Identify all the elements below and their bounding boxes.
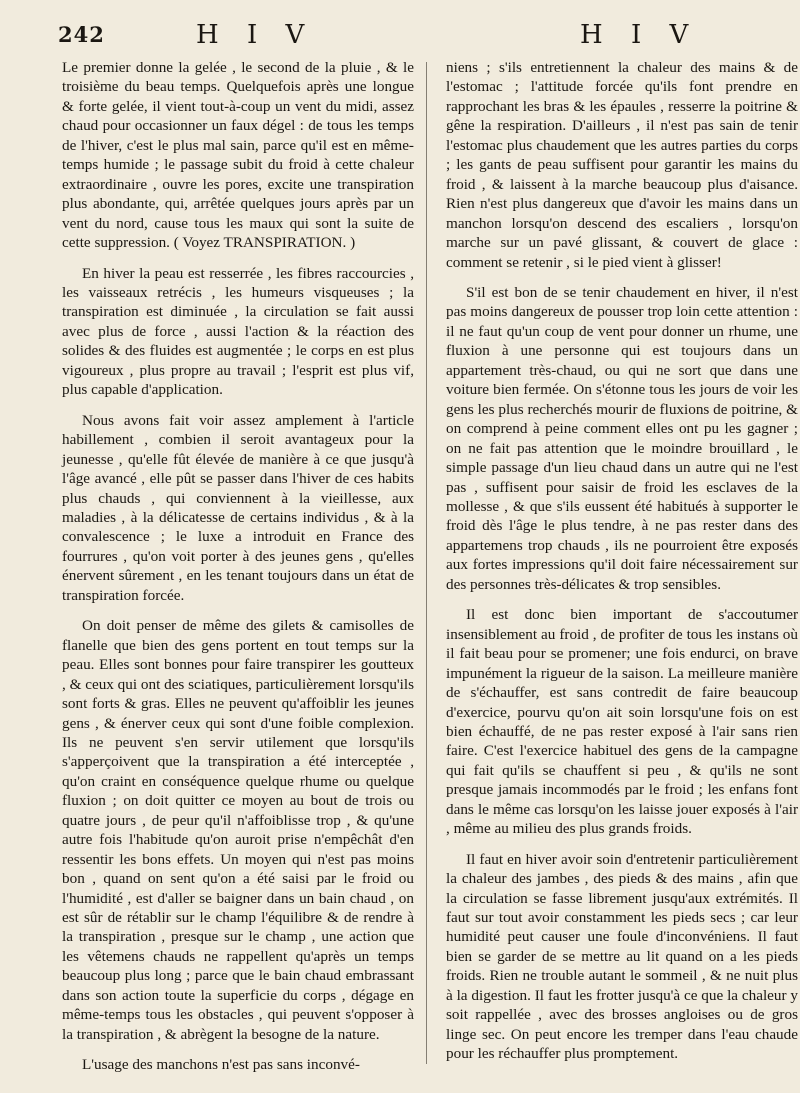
left-column xyxy=(62,58,414,1075)
running-head-right: H I V xyxy=(580,20,699,50)
column-divider xyxy=(426,62,427,1064)
running-head-left: H I V xyxy=(196,20,315,50)
paragraph: Il est donc bien important de s'accoutumer insensiblement au froid , de profiter de tous les instans où il fait beau pour se promener; une fois endurci, on brave impunément la rigueur de la saison. La meilleure manière de s'échauffer, est sans contredit de faire beaucoup d'exercice, pourvu qu'on ait soin lorsqu'une fois on est bien échauffé, de ne pas rester exposé à l'air sans rien faire. C'est l'exercice habituel des gens de la campagne qui fait qu'ils se chauffent si peu , & qu'ils ne sont presque jamais incommodés par le froid ; les enfans font dans le même cas lorsqu'on les laisse jouer exposés à l'air , même au milieu des plus grands froids. xyxy=(446,606,798,838)
paragraph: Il faut en hiver avoir soin d'entretenir particulièrement la chaleur des jambes , des pieds & des mains , afin que la circulation se fasse librement jusqu'aux extrémités. Il faut sur tout avoir constamment les pieds secs ; car leur humidité peut causer une foule d'inconvéniens. Il faut bien se garder de se mettre au lit quand on a les pieds froids. Rien ne trouble autant le sommeil , & ne nuit plus à la digestion. Il faut les frotter jusqu'à ce que la chaleur y soit rappellée , avec des brosses angloises ou de gros linge sec. On peut encore les tremper dans l'eau chaude pour les réchauffer plus promptement. xyxy=(446,850,798,1063)
page-header xyxy=(0,20,800,60)
paragraph: niens ; s'ils entretiennent la chaleur des mains & de l'estomac ; l'attitude forcée qu'ils font prendre en rapprochant les bras & les épaules , resserre la poitrine & gêne la respiration. D'ailleurs , il n'est pas sain de tenir l'estomac plus chaudement que les autres parties du corps ; les gants de peau suffisent pour garantir les mains du froid , & laissent à la marche beaucoup plus d'aisance. Rien n'est plus dangereux que d'avoir les mains dans un manchon lorsqu'on descend des escaliers , lorsqu'on marche sur un pavé glissant, & couvert de glace : comment se retenir , si le pied vient à glisser! xyxy=(446,59,798,271)
paragraph: Le premier donne la gelée , le second de la pluie , & le troisième du beau temps. Quelquefois après une longue & forte gelée, il vient tout-à-coup un vent du midi, assez chaud pour occasionner un faux dégel : de tous les temps de l'hiver, c'est le plus mal sain, parce qu'il est en même-temps humide ; le passage subit du froid à cette chaleur extraordinaire , ouvre les pores, excite une transpiration plus abondante, qui, arrêtée quelques jours après par un vent du nord, cause tous les maux qui sont la suite de cette suppression. ( Voyez TRANSPIRATION. ) xyxy=(62,59,414,252)
right-column xyxy=(446,58,798,1064)
paragraph: S'il est bon de se tenir chaudement en hiver, il n'est pas moins dangereux de pousser trop loin cette attention : il ne faut qu'un coup de vent pour donner un rhume, une fluxion à une personne qui est toujours dans un appartement très-chaud, ou qui ne sort que dans une voiture bien fermée. On s'étonne tous les jours de voir les gens les plus recherchés mourir de fluxions de poitrine, & on comprend à peine comment elles ont pu les gagner ; on ne fait pas attention que le moindre brouillard , le simple passage d'un lieu chaud dans un autre qui ne l'est pas , suffisent pour saisir de froid les esclaves de la mollesse , & que s'ils eussent été habitués à supporter le froid dès l'âge le plus tendre, à ne pas rester dans des appartemens trop chauds , ils ne pourroient être exposés aux fortes impressions qu'il doit faire nécessairement sur des personnes très-délicates & trop sensibles. xyxy=(446,283,798,593)
paragraph: On doit penser de même des gilets & camisolles de flanelle que bien des gens portent en tout temps sur la peau. Elles sont bonnes pour faire transpirer les goutteux , & ceux qui ont des sciatiques, particulièrement lorsqu'ils sont forts & gras. Elles ne peuvent qu'affoiblir les jeunes gens , & énerver ceux qui sont d'une foible complexion. Ils ne peuvent s'en servir utilement que lorsqu'ils s'apperçoivent que la transpiration a été interceptée , qu'on craint en conséquence quelque rhume ou quelque fluxion ; on doit quitter ce moyen au bout de trois ou quatre jours , de peur qu'il n'affoiblisse trop , & qu'une autre fois l'habitude qu'on auroit prise n'empêchât d'en ressentir les bons effets. Un moyen qui n'est pas moins bon , quand on sent qu'on a été saisi par le froid ou l'humidité , est d'aller se baigner dans un bain chaud , on est sûr de rétablir sur le champ l'équilibre & de rendre à la transpiration , presque sur le champ , une action que les vêtemens chauds ne rappellent qu'après un temps beaucoup plus long ; parce que le bain chaud embrassant dans son action toute la superficie du corps , dégage en même-temps tous les obstacles , qui peuvent s'opposer à la transpiration , & abrègent la besogne de la nature. xyxy=(62,617,414,1043)
page-number: 242 xyxy=(58,22,105,47)
paragraph: En hiver la peau est resserrée , les fibres raccourcies , les vaisseaux retrécis , les humeurs visqueuses ; la transpiration est diminuée , la circulation se fait aussi avec plus de force , aussi l'action & la réaction des solides & des fluides est augmentée ; le corps en est plus vigoureux , plus propre au travail ; l'esprit est plus vif, plus capable d'application. xyxy=(62,264,414,399)
paragraph: Nous avons fait voir assez amplement à l'article habillement , combien il seroit avantageux pour la jeunesse , qu'elle fût élevée de manière à ce que jusqu'à l'âge avancé , elle pût se passer dans l'hiver de ces habits plus chauds , qui conviennent à la vieillesse, aux maladies , à la délicatesse de certains individus , & à la convalescence ; le luxe a introduit en France des fourrures , qu'on voit porter à des jeunes gens , qu'elles énervent sûrement , en les tenant toujours dans un état de transpiration forcée. xyxy=(62,411,414,604)
paragraph: L'usage des manchons n'est pas sans inconvé- xyxy=(82,1056,360,1074)
